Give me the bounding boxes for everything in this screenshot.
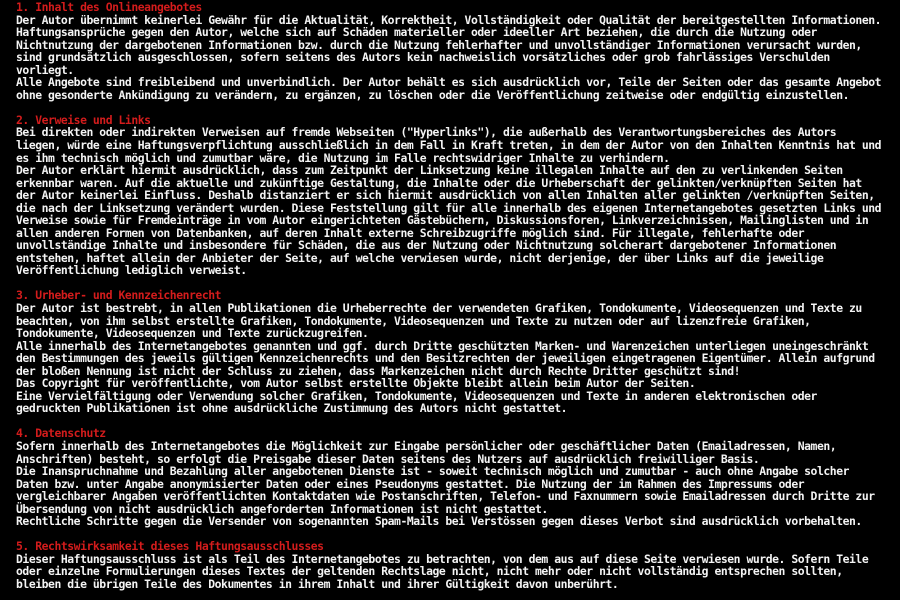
paragraph: Dieser Haftungsausschluss ist als Teil des Internetangebotes zu betrachten, von dem aus auf diese Seite verwiesen wurde. Sofern Teile oder einzelne Formulierungen dieses Textes der geltenden Rechtslage nicht, nicht mehr oder nicht vollständig entsprechen sollten, bleiben die übrigen Teile des Dokumentes in ihrem Inhalt und ihrer Gültigkeit davon unberührt. <box>16 551 869 591</box>
paragraph: Sofern innerhalb des Internetangebotes die Möglichkeit zur Eingabe persönlicher oder geschäftlicher Daten (Emailadressen, Namen, Anschriften) besteht, so erfolgt die Preisgabe dieser Daten seitens des Nutzers auf ausdrücklich freiwilliger Basis. <box>16 439 837 466</box>
section-privacy <box>16 427 886 527</box>
paragraph: Das Copyright für veröffentlichte, vom Autor selbst erstellte Objekte bleibt allein beim Autor der Seiten. <box>16 376 696 391</box>
paragraph: Eine Vervielfältigung oder Verwendung solcher Grafiken, Tondokumente, Videosequenzen und Texte in anderen elektronischen oder gedruckten Publikationen ist ohne ausdrückliche Zustimmung des Autors nicht gestattet. <box>16 388 817 416</box>
disclaimer-document <box>16 1 886 591</box>
section-links <box>16 114 886 277</box>
section-heading: 3. Urheber- und Kennzeichenrecht <box>16 288 222 303</box>
paragraph: Die Inanspruchnahme und Bezahlung aller angebotenen Dienste ist - soweit technisch möglich und zumutbar - auch ohne Angabe solcher Daten bzw. unter Angabe anonymisierter Daten oder eines Pseudonyms gestattet. Die Nutzung der im Rahmen des Impressums oder vergleichbarer Angaben veröffentlichten Kontaktdaten wie Postanschriften, Telefon- und Faxnummern sowie Emailadressen durch Dritte zur Übersendung von nicht ausdrücklich angeforderten Informationen ist nicht gestattet. <box>16 464 875 516</box>
paragraph: Bei direkten oder indirekten Verweisen auf fremde Webseiten ("Hyperlinks"), die außerhalb des Verantwortungsbereiches des Autors liegen, würde eine Haftungsverpflichtung ausschließlich in dem Fall in Kraft treten, in dem der Autor von den Inhalten Kenntnis hat und es ihm technisch möglich und zumutbar wäre, die Nutzung im Falle rechtswidriger Inhalte zu verhindern. <box>16 125 882 165</box>
paragraph: Der Autor übernimmt keinerlei Gewähr für die Aktualität, Korrektheit, Vollständigkeit oder Qualität der bereitgestellten Informationen. Haftungsansprüche gegen den Autor, welche sich auf Schäden materieller oder ideeller Art beziehen, die durch die Nutzung oder Nichtnutzung der dargebotenen Informationen bzw. durch die Nutzung fehlerhafter und unvollständiger Informationen verursacht wurden, sind grundsätzlich ausgeschlossen, sofern seitens des Autors kein nachweislich vorsätzliches oder grob fahrlässiges Verschulden vorliegt. <box>16 12 882 77</box>
section-validity <box>16 540 886 590</box>
section-copyright <box>16 289 886 414</box>
paragraph: Rechtliche Schritte gegen die Versender von sogenannten Spam-Mails bei Verstössen gegen dieses Verbot sind ausdrücklich vorbehalten. <box>16 514 862 529</box>
section-heading: 1. Inhalt des Onlineangebotes <box>16 0 202 14</box>
paragraph: Alle innerhalb des Internetangebotes genannten und ggf. durch Dritte geschützten Marken- und Warenzeichen unterliegen uneingeschränkt den Bestimmungen des jeweils gültigen Kennzeichenrechts und den Besitzrechten der jeweiligen eingetragenen Eigentümer. Allein aufgrund der bloßen Nennung ist nicht der Schluss zu ziehen, dass Markenzeichen nicht durch Rechte Dritter geschützt sind! <box>16 338 875 378</box>
paragraph: Der Autor ist bestrebt, in allen Publikationen die Urheberrechte der verwendeten Grafiken, Tondokumente, Videosequenzen und Texte zu beachten, von ihm selbst erstellte Grafiken, Tondokumente, Videosequenzen und Texte zu nutzen oder auf lizenzfreie Grafiken, Tondokumente, Videosequenzen und Texte zurückzugreifen. <box>16 301 862 341</box>
paragraph: Alle Angebote sind freibleibend und unverbindlich. Der Autor behält es sich ausdrücklich vor, Teile der Seiten oder das gesamte Angebot ohne gesonderte Ankündigung zu verändern, zu ergänzen, zu löschen oder die Veröffentlichung zeitweise oder endgültig einzustellen. <box>16 75 882 102</box>
section-heading: 4. Datenschutz <box>16 426 106 441</box>
section-content <box>16 1 886 101</box>
section-heading: 2. Verweise und Links <box>16 112 151 127</box>
section-heading: 5. Rechtswirksamkeit dieses Haftungsausschlusses <box>16 539 324 554</box>
paragraph: Der Autor erklärt hiermit ausdrücklich, dass zum Zeitpunkt der Linksetzung keine illegalen Inhalte auf den zu verlinkenden Seiten erkennbar waren. Auf die aktuelle und zukünftige Gestaltung, die Inhalte oder die Urheberschaft der gelinkten/verknüpften Seiten hat der Autor keinerlei Einfluss. Deshalb distanziert er sich hiermit ausdrücklich von allen Inhalten aller gelinkten /verknüpften Seiten, die nach der Linksetzung verändert wurden. Diese Feststellung gilt für alle innerhalb des eigenen Internetangebotes gesetzten Links und Verweise sowie für Fremdeinträge in vom Autor eingerichteten Gästebüchern, Diskussionsforen, Linkverzeichnissen, Mailinglisten und in allen anderen Formen von Datenbanken, auf deren Inhalt externe Schreibzugriffe möglich sind. Für illegale, fehlerhafte oder unvollständige Inhalte und insbesondere für Schäden, die aus der Nutzung oder Nichtnutzung solcherart dargebotener Informationen entstehen, haftet allein der Anbieter der Seite, auf welche verwiesen wurde, nicht derjenige, der über Links auf die jeweilige Veröffentlichung lediglich verweist. <box>16 163 882 278</box>
